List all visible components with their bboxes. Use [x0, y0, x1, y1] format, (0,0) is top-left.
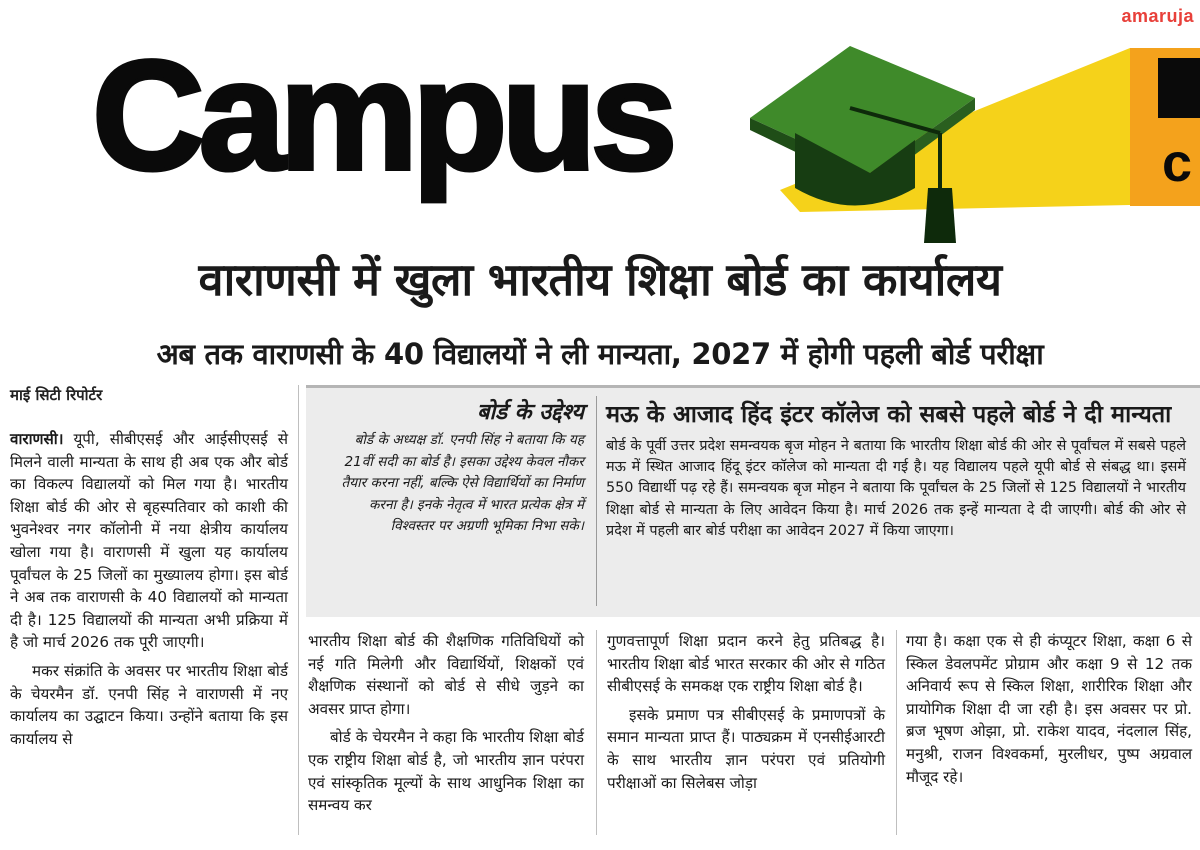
column-rule	[298, 385, 299, 835]
paragraph: गया है। कक्षा एक से ही कंप्यूटर शिक्षा, कक्षा 6 से स्किल डेवलपमेंट प्रोग्राम और कक्षा 9 से 12 तक अनिवार्य रूप से स्किल शिक्षा, शारीरिक शिक्षा और प्रायोगिक शिक्षा दी जा रही है। इस अवसर पर प्रो. ब्रज भूषण ओझा, प्रो. राकेश यादव, नंदलाल सिंह, मनुश्री, राजन विश्वकर्मा, मुरलीधर, पुष्प अग्रवाल मौजूद रहे।	[906, 632, 1192, 786]
orange-side-block	[1130, 48, 1200, 206]
article-column-2	[308, 630, 584, 817]
paragraph-text: यूपी, सीबीएसई और आईसीएसई से मिलने वाली मान्यता के साथ ही अब एक और बोर्ड का विकल्प विद्यालयों को मिल गया है। भारतीय शिक्षा बोर्ड की ओर से बृहस्पतिवार को काशी की भुवनेश्वर नगर कॉलोनी में नया क्षेत्रीय कार्यालय खोला गया है। वाराणसी में खुला यह कार्यालय पूर्वांचल के 25 जिलों का मुख्यालय होगा। इस बोर्ड ने अब तक वाराणसी के 40 विद्यालयों को मान्यता दी है। 125 विद्यालयों की मान्यता अभी प्रक्रिया में है जो मार्च 2026 तक पूरी जाएगी।	[10, 430, 288, 652]
article-column-3	[607, 630, 885, 794]
paragraph: इसके प्रमाण पत्र सीबीएसई के प्रमाणपत्रों के समान मान्यता प्राप्त हैं। पाठ्यक्रम में एनसीईआरटी के साथ भारतीय ज्ञान परंपरा एवं प्रतियोगी परीक्षाओं का सिलेबस जोड़ा	[607, 705, 885, 792]
article-column-1	[10, 428, 288, 750]
paragraph: मकर संक्रांति के अवसर पर भारतीय शिक्षा बोर्ड के चेयरमैन डॉ. एनपी सिंह ने वाराणसी में नए कार्यालय का उद्घाटन किया। उन्होंने बताया कि इस कार्यालय से	[10, 661, 288, 748]
reporter-byline: माई सिटी रिपोर्टर	[10, 386, 103, 404]
article-column-4	[906, 630, 1192, 788]
column-rule	[896, 630, 897, 835]
main-headline: वाराणसी में खुला भारतीय शिक्षा बोर्ड का कार्यालय	[198, 253, 1002, 306]
board-purpose-panel	[322, 396, 584, 538]
panel-title: मऊ के आजाद हिंद इंटर कॉलेज को सबसे पहले बोर्ड ने दी मान्यता	[606, 400, 1172, 428]
panel-body: बोर्ड के पूर्वी उत्तर प्रदेश समन्वयक बृज मोहन ने बताया कि भारतीय शिक्षा बोर्ड की ओर से पूर्वांचल में सबसे पहले मऊ में स्थित आजाद हिंदू इंटर कॉलेज को मान्यता दी गई है। यह विद्यालय पहले यूपी बोर्ड से संबद्ध था। इसमें 550 विद्यार्थी पढ़ रहे हैं। समन्वयक बृज मोहन ने बताया कि पूर्वांचल के 25 जिलों से 125 विद्यालयों ने भारतीय शिक्षा बोर्ड से मान्यता के लिए आवेदन किया है। मार्च 2026 तक इन्हें मान्यता दे दी जाएगी। बोर्ड की ओर से प्रदेश में पहली बार बोर्ड परीक्षा का आवेदन 2027 में किया जाएगा।	[606, 438, 1186, 539]
sub-headline: अब तक वाराणसी के 40 विद्यालयों ने ली मान्यता, 2027 में होगी पहली बोर्ड परीक्षा	[156, 337, 1044, 371]
column-rule	[596, 630, 597, 835]
panel-divider	[596, 396, 597, 606]
side-letter: c	[1162, 133, 1193, 193]
section-title-campus: Campus	[92, 29, 672, 203]
newspaper-brand: amaruja	[1121, 6, 1194, 26]
paragraph: बोर्ड के चेयरमैन ने कहा कि भारतीय शिक्षा बोर्ड एक राष्ट्रीय शिक्षा बोर्ड है, जो भारतीय ज्ञान परंपरा एवं सांस्कृतिक मूल्यों के साथ आधुनिक शिक्षा का समन्वय कर	[308, 728, 584, 815]
panel-body: बोर्ड के अध्यक्ष डॉ. एनपी सिंह ने बताया कि यह 21वीं सदी का बोर्ड है। इसका उद्देश्य केवल नौकर तैयार करना नहीं, बल्कि ऐसे विद्यार्थियों का निर्माण करना है। इनके नेतृत्व में भारत प्रत्येक क्षेत्र में विश्वस्तर पर अग्रणी भूमिका निभा सके।	[341, 432, 584, 535]
paragraph: भारतीय शिक्षा बोर्ड की शैक्षणिक गतिविधियों को नई गति मिलेगी और विद्यार्थियों, शिक्षकों एवं शैक्षणिक संस्थानों को बोर्ड से सीधे जुड़ने का अवसर प्राप्त होगा।	[308, 632, 584, 718]
mau-college-panel	[606, 398, 1186, 542]
panel-title: बोर्ड के उद्देश्य	[476, 400, 584, 425]
paragraph	[10, 428, 288, 654]
graduation-cap-icon	[740, 38, 980, 248]
dateline: वाराणसी।	[10, 430, 64, 448]
black-mark	[1158, 58, 1200, 118]
paragraph: गुणवत्तापूर्ण शिक्षा प्रदान करने हेतु प्रतिबद्ध है। भारतीय शिक्षा बोर्ड भारत सरकार की ओर से गठित सीबीएसई के समकक्ष एक राष्ट्रीय शिक्षा बोर्ड है।	[607, 632, 885, 696]
highlight-box	[306, 385, 1200, 617]
